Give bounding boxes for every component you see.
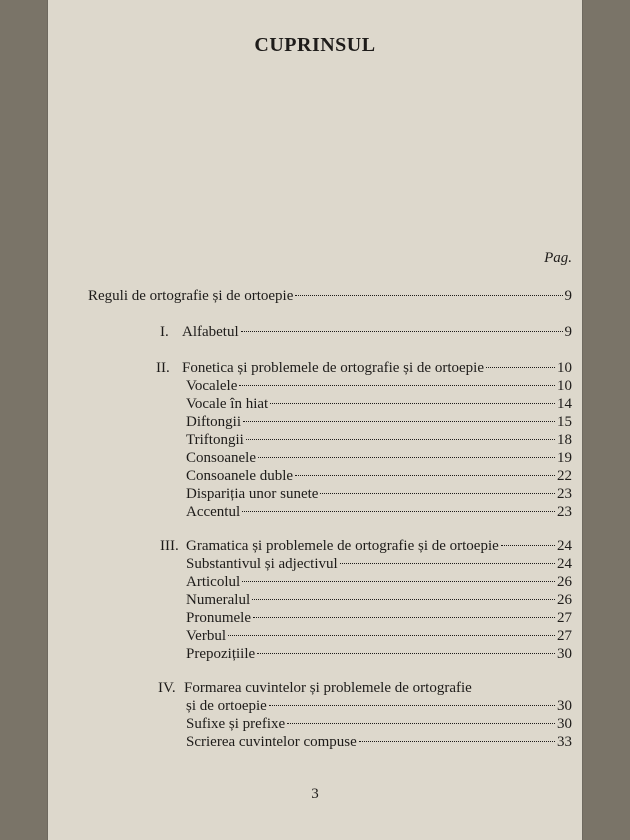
toc-entry-label: Substantivul și adjectivul [186,556,338,572]
dot-leader [295,475,555,476]
toc-entry-page: 19 [557,450,572,466]
toc-entry-page: 24 [557,556,572,572]
toc-entry-label: Gramatica și problemele de ortografie și de ortoepie [186,538,499,554]
toc-entry-page: 26 [557,592,572,608]
toc-subentry [186,448,572,468]
dot-leader [246,439,555,440]
dot-leader [269,705,555,706]
toc-subentry [186,714,572,734]
dot-leader [340,563,555,564]
toc-entry-page: 33 [557,734,572,750]
toc-entry-alfabetul [160,322,572,342]
toc-entry-label: Vocalele [186,378,238,394]
toc-entry-label: Triftongii [186,432,244,448]
page-column-header: Pag. [544,250,572,266]
toc-subentry [186,732,572,752]
toc-entry-formarea [158,678,572,698]
toc-subentry [186,466,572,486]
toc-subentry [186,412,572,432]
toc-entry-label: Numeralul [186,592,251,608]
toc-entry-label: Verbul [186,628,226,644]
toc-entry-page: 23 [557,486,572,502]
dot-leader [501,545,555,546]
page-number: 3 [311,786,319,802]
toc-entry-label: Scrierea cuvintelor compuse [186,734,357,750]
toc-entry-page: 10 [557,360,572,376]
toc-entry-label: Consoanele [186,450,256,466]
dot-leader [242,511,555,512]
book-page [48,0,582,840]
dot-leader [243,421,555,422]
chapter-numeral: IV. [158,680,176,696]
dot-leader [359,741,555,742]
toc-entry-page: 14 [557,396,572,412]
toc-entry-label: și de ortoepie [186,698,267,714]
toc-entry-label: Reguli de ortografie și de ortoepie [88,288,294,304]
toc-subentry [186,376,572,396]
toc-entry-page: 10 [557,378,572,394]
dot-leader [295,295,562,296]
toc-entry-label: Dispariția unor sunete [186,486,319,502]
toc-subentry [186,590,572,610]
toc-subentry [186,394,572,414]
dot-leader [253,617,555,618]
toc-entry-page: 27 [557,628,572,644]
toc-entry-page: 30 [557,716,572,732]
toc-entry-label: Pronumele [186,610,251,626]
toc-subentry [186,484,572,504]
dot-leader [252,599,555,600]
toc-entry-page: 18 [557,432,572,448]
toc-entry-reguli [88,286,572,306]
toc-subentry [186,430,572,450]
toc-entry-label: Fonetica și problemele de ortografie și de ortoepie [182,360,484,376]
toc-entry-page: 15 [557,414,572,430]
toc-entry-label: Articolul [186,574,241,590]
toc-entry-label: Accentul [186,504,241,520]
toc-subentry [186,502,572,522]
toc-entry-page: 30 [557,646,572,662]
toc-entry-gramatica [160,536,572,556]
chapter-numeral: I. [160,324,169,340]
dot-leader [486,367,555,368]
toc-entry-page: 27 [557,610,572,626]
toc-title: CUPRINSUL [254,34,376,56]
toc-entry-page: 30 [557,698,572,714]
dot-leader [241,331,563,332]
dot-leader [228,635,555,636]
toc-entry-formarea-cont [186,696,572,716]
chapter-numeral: II. [156,360,170,376]
toc-entry-page: 26 [557,574,572,590]
toc-entry-label: Sufixe și prefixe [186,716,286,732]
toc-entry-page: 22 [557,468,572,484]
toc-subentry [186,626,572,646]
toc-entry-label: Diftongii [186,414,241,430]
toc-entry-page: 23 [557,504,572,520]
dot-leader [257,653,555,654]
toc-subentry [186,644,572,664]
toc-entry-label: Formarea cuvintelor și problemele de ortografie [184,680,472,696]
toc-entry-page: 9 [564,324,572,340]
toc-entry-label: Consoanele duble [186,468,294,484]
toc-entry-label: Vocale în hiat [186,396,269,412]
dot-leader [242,581,555,582]
toc-entry-fonetica [156,358,572,378]
toc-entry-label: Prepozițiile [186,646,256,662]
dot-leader [287,723,555,724]
chapter-numeral: III. [160,538,179,554]
dot-leader [239,385,555,386]
dot-leader [270,403,555,404]
toc-entry-page: 24 [557,538,572,554]
dot-leader [258,457,555,458]
toc-entry-page: 9 [564,288,572,304]
toc-subentry [186,572,572,592]
toc-subentry [186,554,572,574]
toc-subentry [186,608,572,628]
toc-entry-label: Alfabetul [182,324,239,340]
dot-leader [320,493,555,494]
